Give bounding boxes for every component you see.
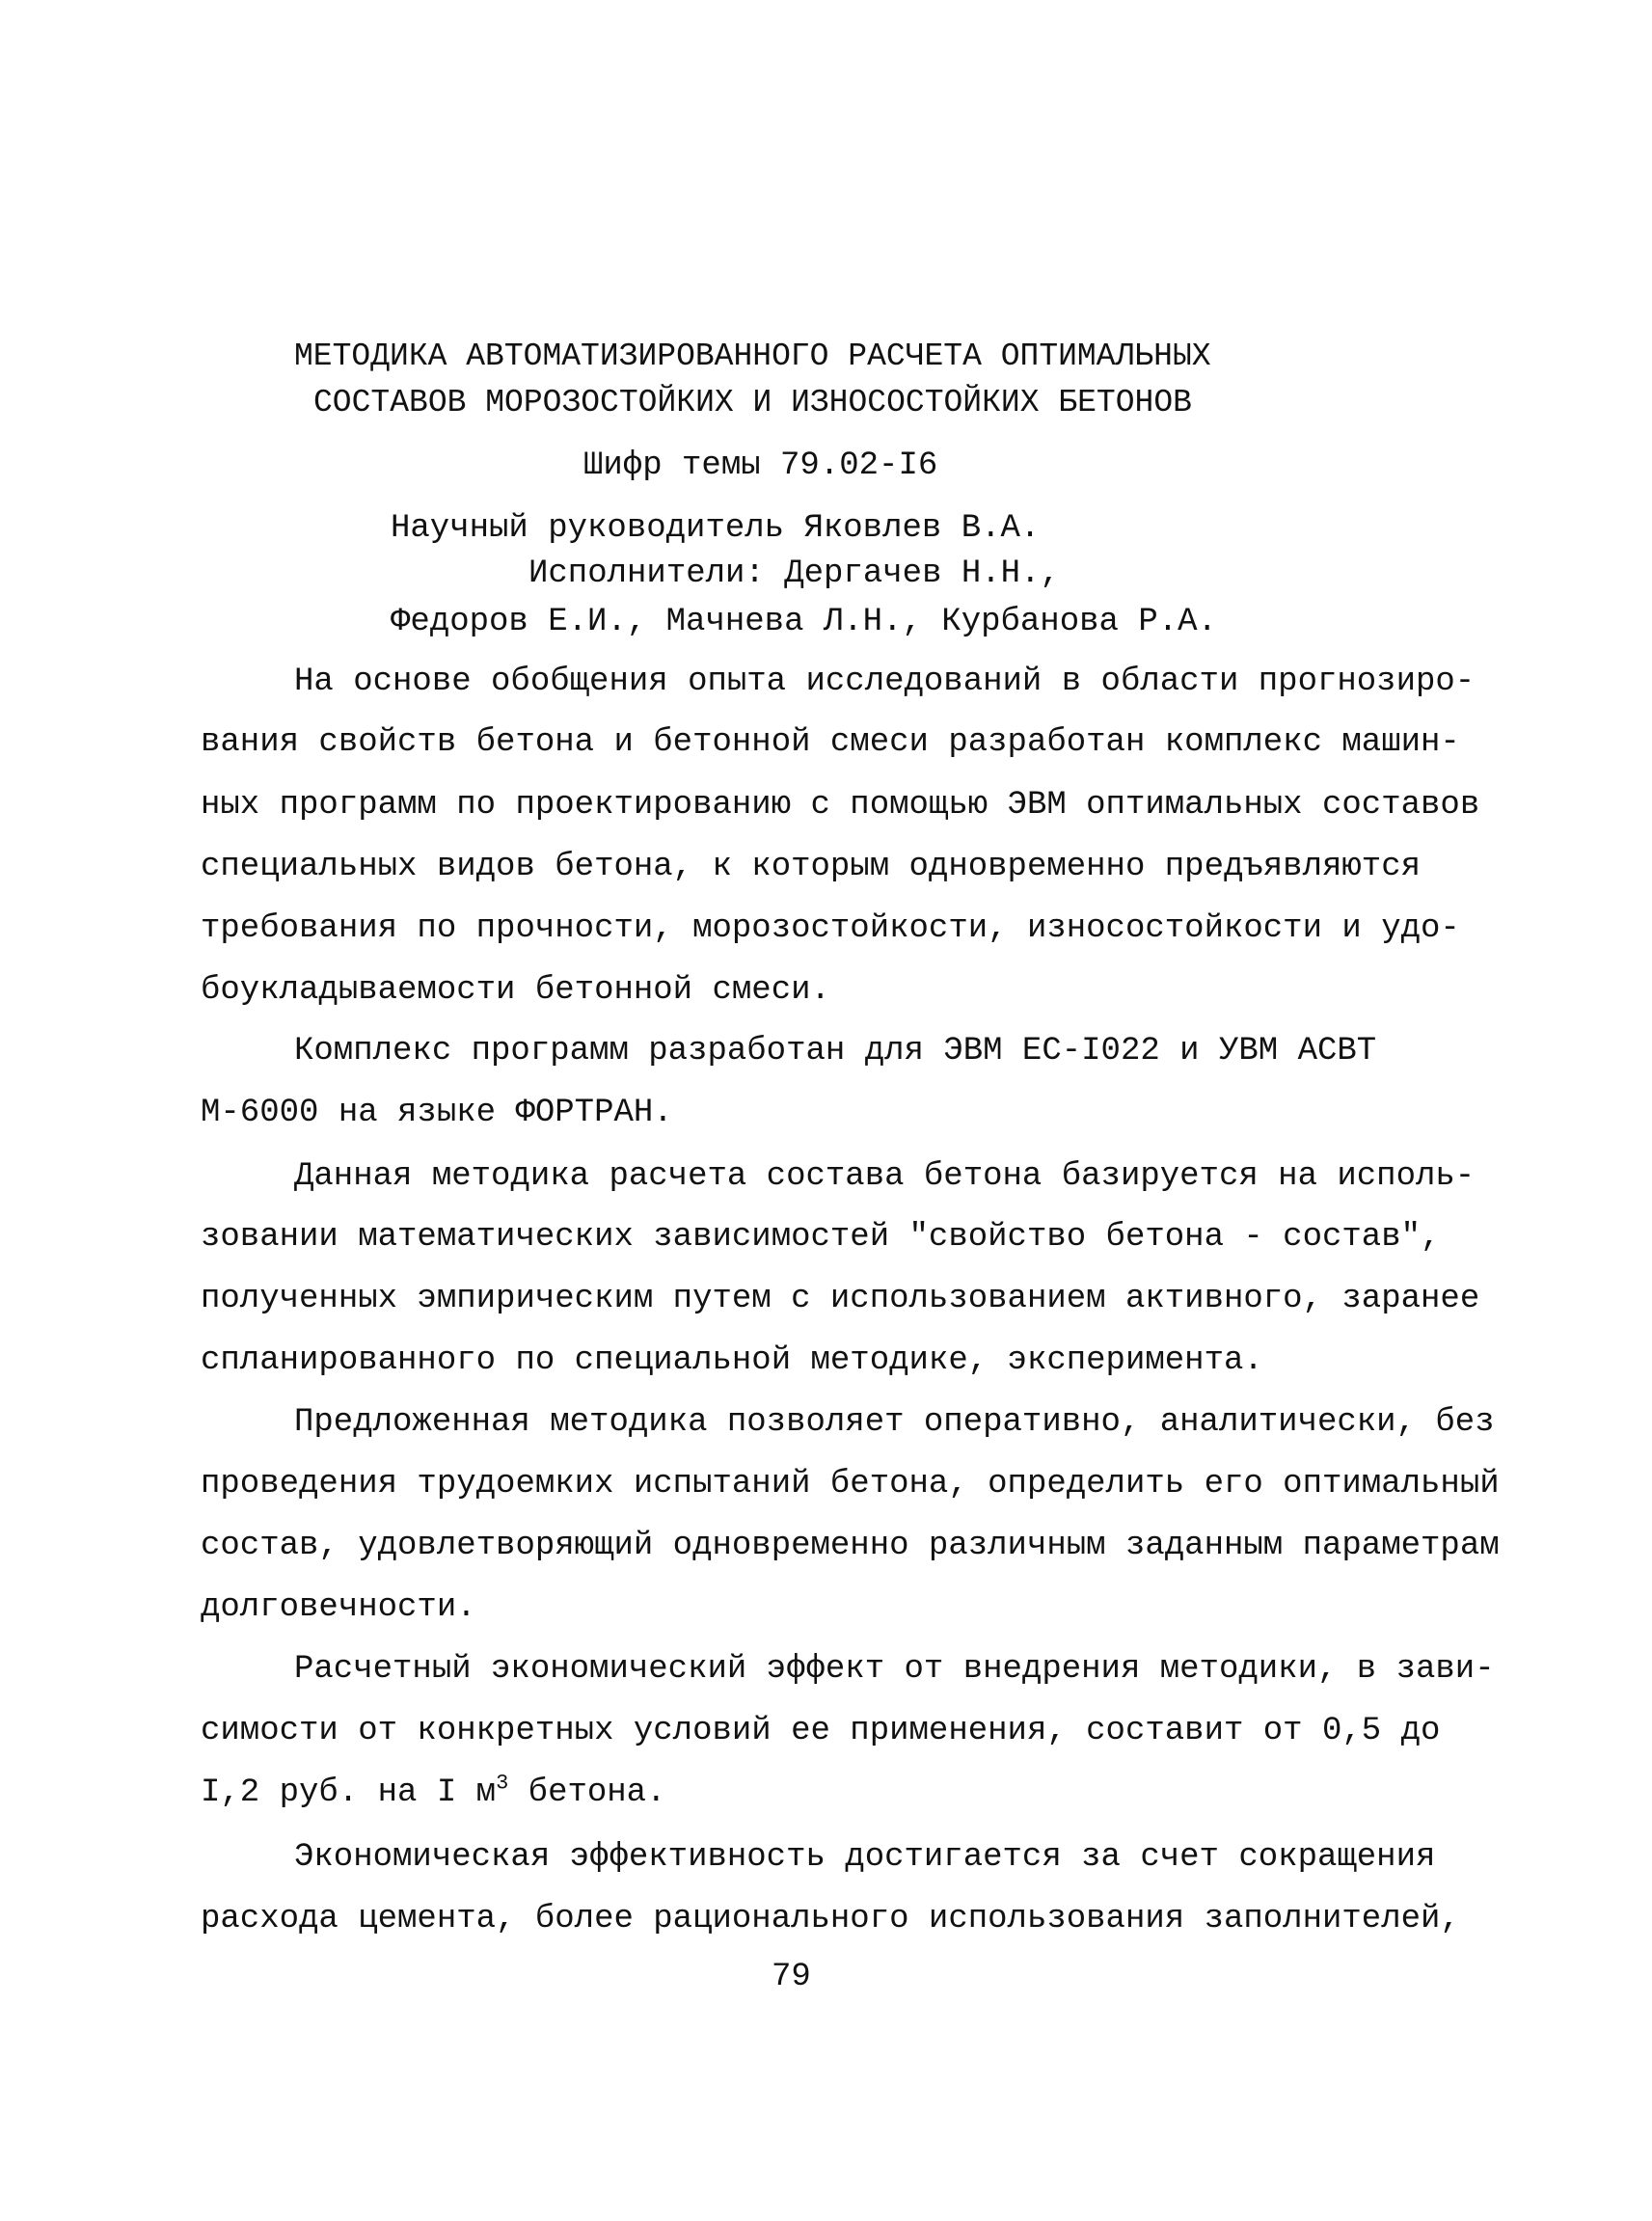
- topic-code: Шифр темы 79.02-I6: [583, 447, 938, 484]
- paragraph-1-line-1: На основе обобщения опыта исследований в области прогнозиро-: [294, 664, 1476, 700]
- paragraph-4-line-1: Предложенная методика позволяет оперативно, аналитически, без: [294, 1404, 1495, 1441]
- paragraph-5-line-2: симости от конкретных условий ее применения, составит от 0,5 до: [201, 1713, 1441, 1749]
- paragraph-3-line-4: спланированного по специальной методике, эксперимента.: [201, 1342, 1263, 1379]
- paragraph-5-line-1: Расчетный экономический эффект от внедрения методики, в зави-: [294, 1651, 1495, 1688]
- paragraph-3-line-3: полученных эмпирическим путем с использованием активного, заранее: [201, 1281, 1480, 1317]
- paragraph-1-line-6: боукладываемости бетонной смеси.: [201, 972, 830, 1009]
- paragraph-1-line-3: ных программ по проектированию с помощью ЭВМ оптимальных составов: [201, 787, 1480, 824]
- scientific-supervisor: Научный руководитель Яковлев В.А.: [391, 510, 1041, 547]
- paragraph-3-line-1: Данная методика расчета состава бетона базируется на исполь-: [294, 1158, 1476, 1195]
- title-line-1: МЕТОДИКА АВТОМАТИЗИРОВАННОГО РАСЧЕТА ОПТИМАЛЬНЫХ: [294, 339, 1211, 374]
- paragraph-2-line-2: М-6000 на языке ФОРТРАН.: [201, 1095, 673, 1131]
- executors-line-1: Исполнители: Дергачев Н.Н.,: [528, 555, 1060, 592]
- paragraph-1-line-5: требования по прочности, морозостойкости, износостойкости и удо-: [201, 910, 1460, 947]
- executors-line-2: Федоров Е.И., Мачнева Л.Н., Курбанова Р.А.: [391, 604, 1217, 640]
- paragraph-5-line-3: [201, 1771, 666, 1812]
- paragraph-4-line-4: долговечности.: [201, 1589, 476, 1626]
- cubic-superscript: 3: [496, 1771, 509, 1796]
- paragraph-1-line-4: специальных видов бетона, к которым одновременно предъявляются: [201, 849, 1422, 885]
- paragraph-6-line-1: Экономическая эффективность достигается за счет сокращения: [294, 1839, 1436, 1876]
- price-text: I,2 руб. на I м: [201, 1774, 497, 1811]
- title-line-2: СОСТАВОВ МОРОЗОСТОЙКИХ И ИЗНОСОСТОЙКИХ БЕТОНОВ: [313, 385, 1192, 420]
- paragraph-1-line-2: вания свойств бетона и бетонной смеси разработан комплекс машин-: [201, 724, 1460, 761]
- paragraph-4-line-3: состав, удовлетворяющий одновременно различным заданным параметрам: [201, 1528, 1500, 1564]
- price-text-end: бетона.: [508, 1774, 666, 1811]
- paragraph-6-line-2: расхода цемента, более рационального использования заполнителей,: [201, 1901, 1460, 1937]
- paragraph-3-line-2: зовании математических зависимостей "свойство бетона - состав",: [201, 1219, 1441, 1256]
- page-number: 79: [772, 1959, 811, 1995]
- paragraph-2-line-1: Комплекс программ разработан для ЭВМ ЕС-I022 и УВМ АСВТ: [294, 1033, 1377, 1070]
- paragraph-4-line-2: проведения трудоемких испытаний бетона, определить его оптимальный: [201, 1466, 1500, 1503]
